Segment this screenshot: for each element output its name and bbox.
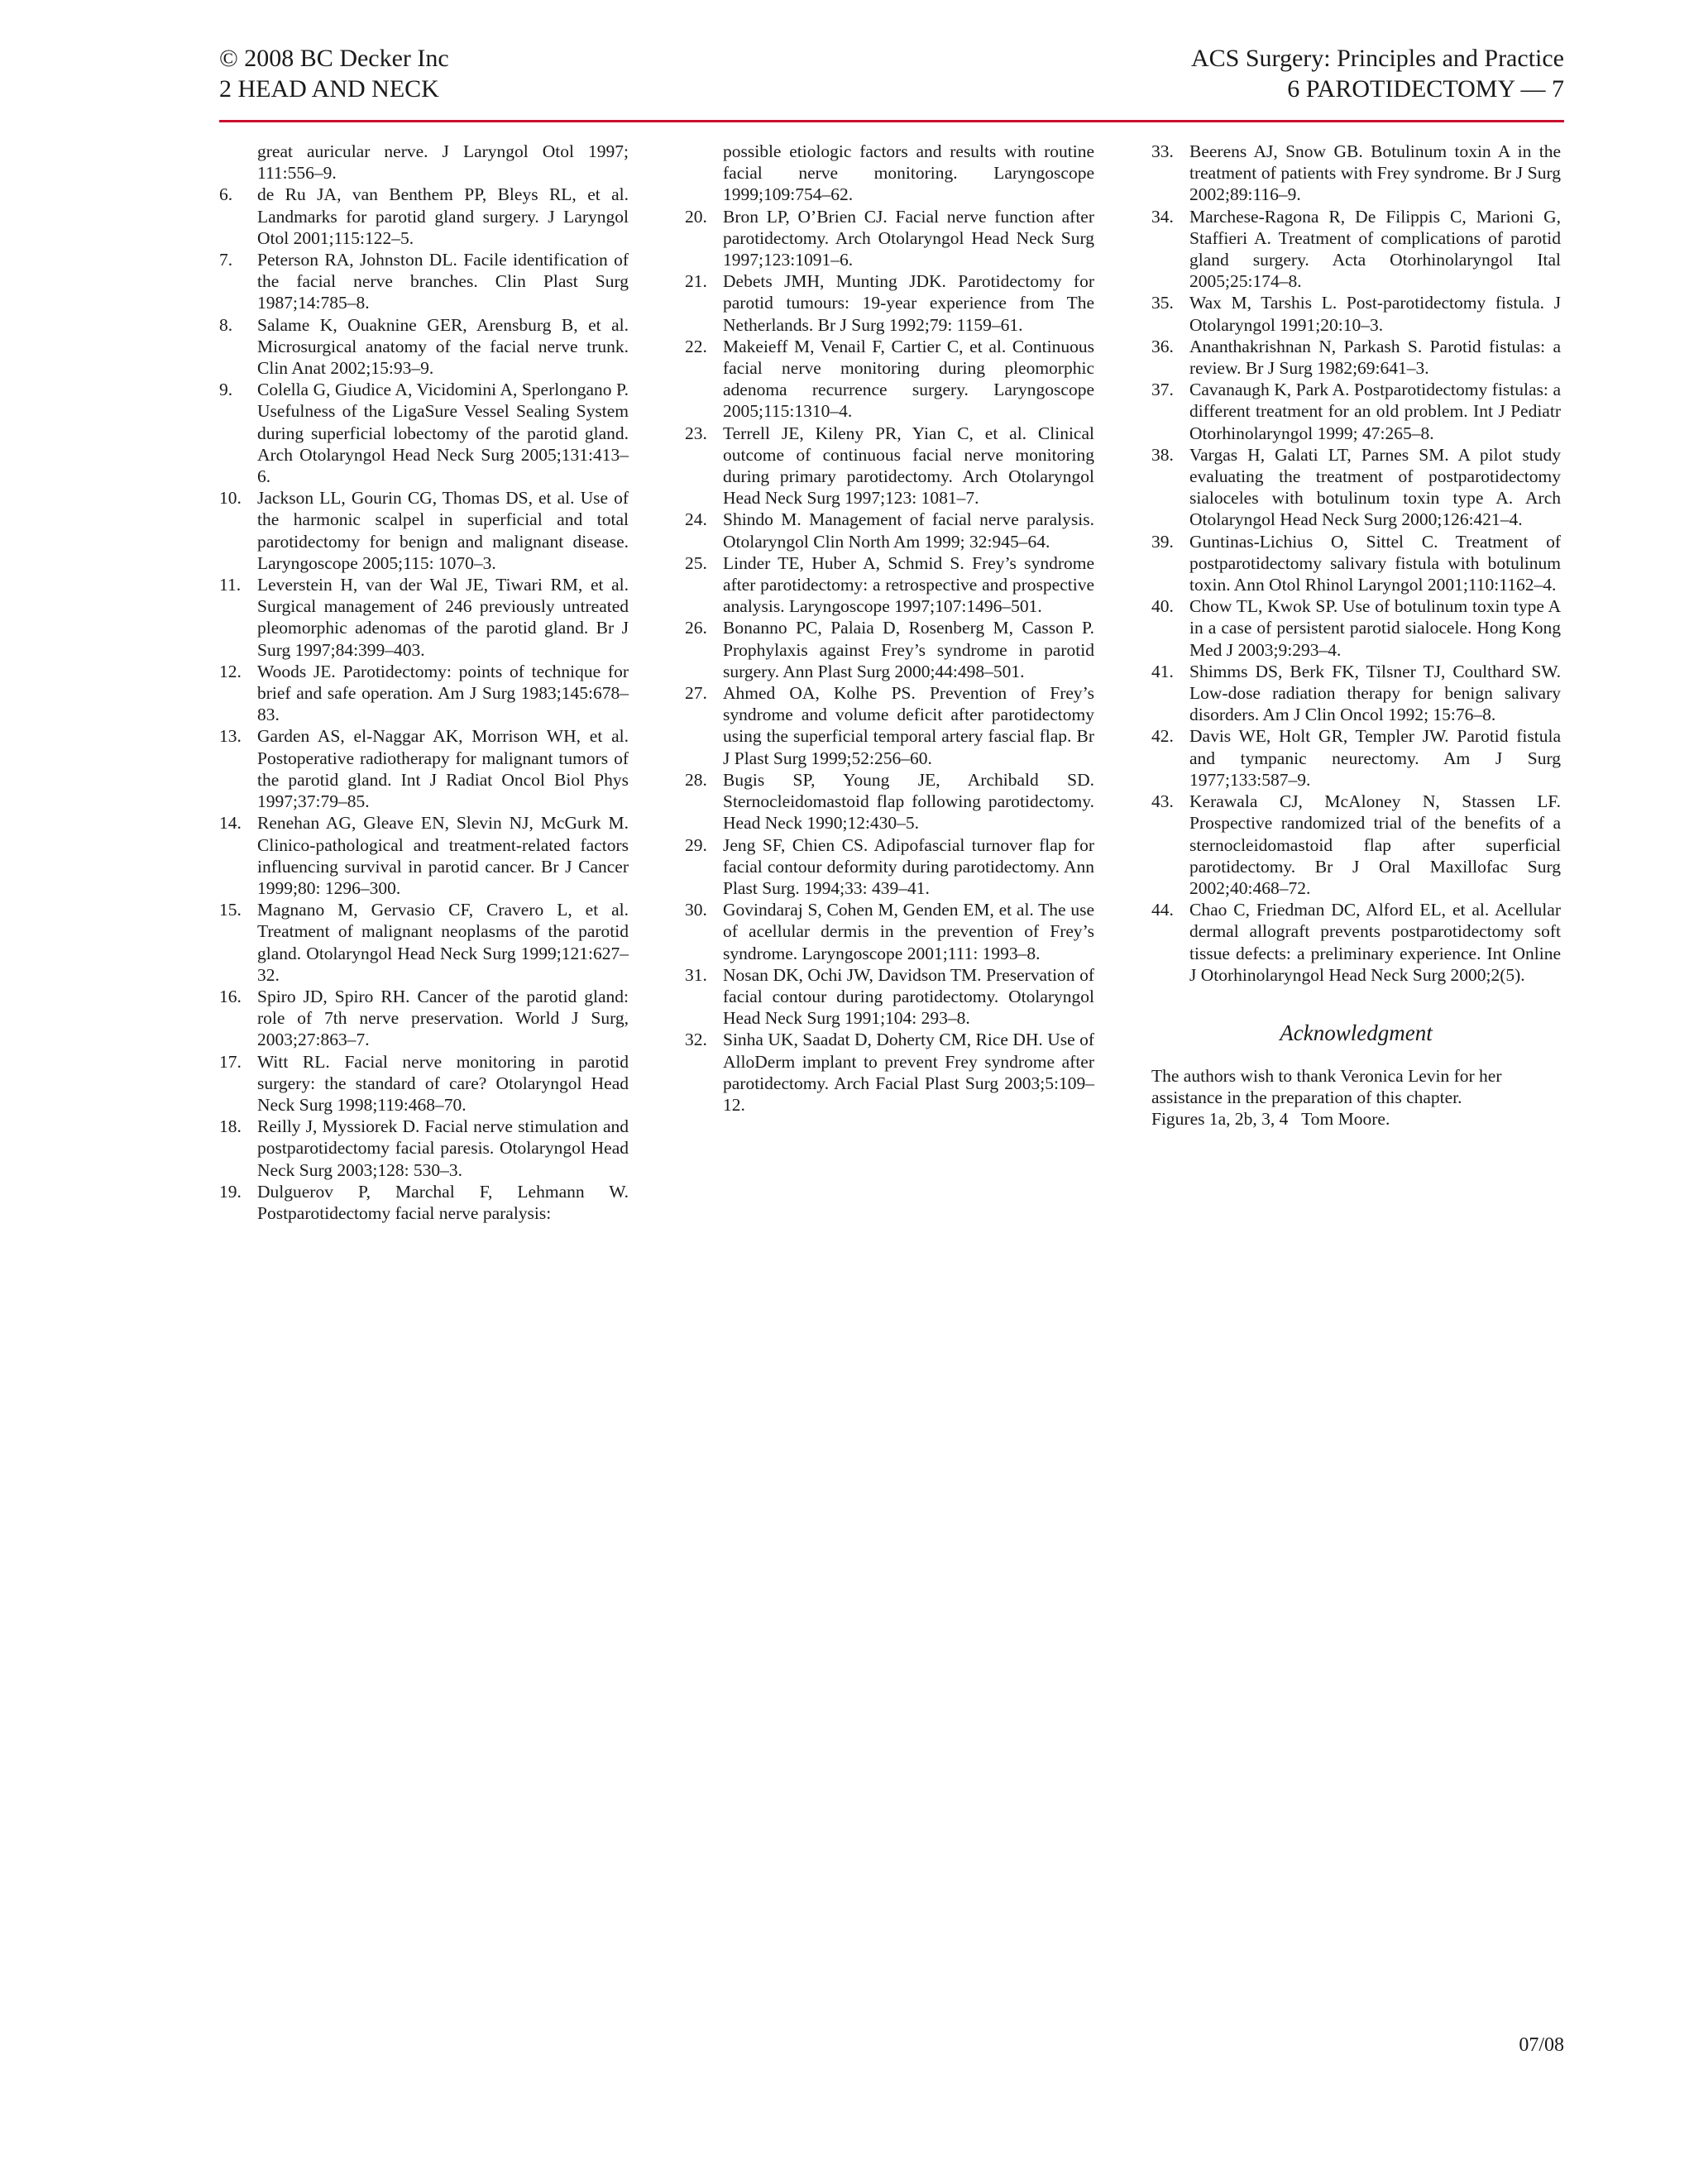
reference-number: 17. xyxy=(219,1051,242,1072)
reference-item xyxy=(685,509,1094,552)
acknowledgment-text xyxy=(1151,1065,1561,1130)
reference-number: 42. xyxy=(1151,726,1174,747)
reference-number: 33. xyxy=(1151,141,1174,161)
reference-number: 24. xyxy=(685,509,707,530)
reference-item xyxy=(219,725,629,812)
reference-number: 12. xyxy=(219,661,242,681)
reference-text: Magnano M, Gervasio CF, Cravero L, et al. Treatment of malignant neoplasms of the parotid gland. Otolaryngol Head Neck Surg 1999;121:627–32. xyxy=(257,900,629,985)
reference-number: 23. xyxy=(685,423,707,443)
reference-item xyxy=(1151,661,1561,726)
reference-number: 28. xyxy=(685,769,707,790)
reference-text: Cavanaugh K, Park A. Postparotidectomy fistulas: a different treatment for an old problem. Int J Pediatr Otorhinolaryngol 1999; 47:265–8. xyxy=(1189,380,1561,443)
reference-text: Chao C, Friedman DC, Alford EL, et al. Acellular dermal allograft prevents postparotidectomy soft tissue defects: a preliminary experience. Int Online J Otorhinolaryngol Head Neck Surg 2000;2(5). xyxy=(1189,900,1561,985)
reference-item xyxy=(219,141,629,184)
reference-text: Jackson LL, Gourin CG, Thomas DS, et al. Use of the harmonic scalpel in superficial and total parotidectomy for benign and malignant disease. Laryngoscope 2005;115: 1070–3. xyxy=(257,488,629,573)
reference-text: Salame K, Ouaknine GER, Arensburg B, et al. Microsurgical anatomy of the facial nerve trunk. Clin Anat 2002;15:93–9. xyxy=(257,314,629,379)
reference-item xyxy=(1151,531,1561,596)
reference-item xyxy=(685,834,1094,900)
footer-date: 07/08 xyxy=(1519,2034,1564,2056)
reference-number: 34. xyxy=(1151,206,1174,227)
reference-number: 14. xyxy=(219,813,242,834)
reference-number: 38. xyxy=(1151,444,1174,465)
reference-number: 22. xyxy=(685,336,707,356)
reference-text: Bron LP, O’Brien CJ. Facial nerve function after parotidectomy. Arch Otolaryngol Head Neck Surg 1997;123:1091–6. xyxy=(723,206,1094,270)
reference-number: 29. xyxy=(685,834,707,855)
reference-item xyxy=(219,899,629,986)
reference-number: 32. xyxy=(685,1030,707,1050)
reference-item xyxy=(1151,595,1561,661)
reference-item xyxy=(685,270,1094,336)
reference-text: Wax M, Tarshis L. Post-parotidectomy fistula. J Otolaryngol 1991;20:10–3. xyxy=(1189,293,1561,335)
reference-text: Woods JE. Parotidectomy: points of technique for brief and safe operation. Am J Surg 1983;145:678–83. xyxy=(257,661,629,725)
reference-item xyxy=(1151,444,1561,531)
reference-item xyxy=(1151,725,1561,791)
reference-text: Nosan DK, Ochi JW, Davidson TM. Preservation of facial contour during parotidectomy. Otolaryngol Head Neck Surg 1991;104: 293–8. xyxy=(723,964,1094,1029)
reference-text: Vargas H, Galati LT, Parnes SM. A pilot study evaluating the treatment of postparotidectomy sialoceles with botulinum toxin type A. Arch Otolaryngol Head Neck Surg 2000;126:421–4. xyxy=(1189,444,1561,530)
reference-text: Jeng SF, Chien CS. Adipofascial turnover flap for facial contour deformity during parotidectomy. Ann Plast Surg. 1994;33: 439–41. xyxy=(723,834,1094,898)
reference-item xyxy=(685,552,1094,618)
chapter-page: 6 PAROTIDECTOMY — 7 xyxy=(1287,75,1564,103)
reference-number: 37. xyxy=(1151,380,1174,400)
acknowledgment-heading: Acknowledgment xyxy=(1280,1020,1433,1045)
header-right xyxy=(1191,43,1564,104)
reference-text: Ahmed OA, Kolhe PS. Prevention of Frey’s syndrome and volume deficit after parotidectomy using the superficial temporal artery fascial flap. Br J Plast Surg 1999;52:256–60. xyxy=(723,683,1094,768)
reference-text: possible etiologic factors and results with routine facial nerve monitoring. Laryngoscope 1999;109:754–62. xyxy=(723,141,1094,205)
header-rule xyxy=(219,120,1564,122)
reference-text: Colella G, Giudice A, Vicidomini A, Sperlongano P. Usefulness of the LigaSure Vessel Sealing System during superficial lobectomy of the parotid gland. Arch Otolaryngol Head Neck Surg 2005;131:413–6. xyxy=(257,380,629,487)
reference-item xyxy=(1151,791,1561,899)
reference-text: Linder TE, Huber A, Schmid S. Frey’s syndrome after parotidectomy: a retrospective and prospective analysis. Laryngoscope 1997;107:1496–501. xyxy=(723,552,1094,617)
reference-number: 40. xyxy=(1151,596,1174,617)
reference-text: great auricular nerve. J Laryngol Otol 1997; 111:556–9. xyxy=(257,141,629,184)
reference-text: Guntinas-Lichius O, Sittel C. Treatment of postparotidectomy salivary fistula with botulinum toxin. Ann Otol Rhinol Laryngol 2001;110:1162–4. xyxy=(1189,531,1561,595)
reference-number: 44. xyxy=(1151,900,1174,920)
reference-number: 20. xyxy=(685,206,707,227)
reference-text: Bonanno PC, Palaia D, Rosenberg M, Casson P. Prophylaxis against Frey’s syndrome in parotid surgery. Ann Plast Surg 2000;44:498–501. xyxy=(723,618,1094,681)
reference-number: 35. xyxy=(1151,293,1174,313)
reference-item xyxy=(685,336,1094,423)
reference-item xyxy=(1151,141,1561,206)
references-list xyxy=(1151,141,1561,986)
reference-text: Davis WE, Holt GR, Templer JW. Parotid fistula and tympanic neurectomy. Am J Surg 1977;133:587–9. xyxy=(1189,726,1561,790)
reference-number: 7. xyxy=(219,250,233,270)
reference-text: Witt RL. Facial nerve monitoring in parotid surgery: the standard of care? Otolaryngol Head Neck Surg 1998;119:468–70. xyxy=(257,1051,629,1115)
reference-text: Shindo M. Management of facial nerve paralysis. Otolaryngol Clin North Am 1999; 32:945–64. xyxy=(723,509,1094,552)
reference-text: Makeieff M, Venail F, Cartier C, et al. Continuous facial nerve monitoring during pleomorphic adenoma recurrence surgery. Laryngoscope 2005;115:1310–4. xyxy=(723,336,1094,422)
reference-number: 19. xyxy=(219,1181,242,1202)
reference-item xyxy=(685,1029,1094,1116)
reference-item xyxy=(219,986,629,1051)
reference-text: Kerawala CJ, McAloney N, Stassen LF. Prospective randomized trial of the benefits of a sternocleidomastoid flap after superficial parotidectomy. Br J Oral Maxillofac Surg 2002;40:468–72. xyxy=(1189,791,1561,898)
reference-text: Terrell JE, Kileny PR, Yian C, et al. Clinical outcome of continuous facial nerve monitoring during primary parotidectomy. Arch Otolaryngol Head Neck Surg 1997;123: 1081–7. xyxy=(723,423,1094,509)
reference-number: 26. xyxy=(685,618,707,638)
reference-item xyxy=(685,964,1094,1030)
reference-item xyxy=(685,206,1094,271)
reference-number: 39. xyxy=(1151,531,1174,552)
reference-item xyxy=(685,141,1094,206)
reference-item xyxy=(1151,336,1561,379)
reference-number: 18. xyxy=(219,1116,242,1137)
reference-item xyxy=(219,574,629,661)
reference-text: Spiro JD, Spiro RH. Cancer of the parotid gland: role of 7th nerve preservation. World J Surg, 2003;27:863–7. xyxy=(257,986,629,1050)
reference-item xyxy=(219,661,629,726)
reference-text: Sinha UK, Saadat D, Doherty CM, Rice DH. Use of AlloDerm implant to prevent Frey syndrome after parotidectomy. Arch Facial Plast Surg 2003;5:109–12. xyxy=(723,1030,1094,1115)
reference-number: 8. xyxy=(219,314,233,335)
reference-text: Bugis SP, Young JE, Archibald SD. Sternocleidomastoid flap following parotidectomy. Head Neck 1990;12:430–5. xyxy=(723,769,1094,834)
reference-text: Marchese-Ragona R, De Filippis C, Marioni G, Staffieri A. Treatment of complications of parotid gland surgery. Acta Otorhinolaryngol Ital 2005;25:174–8. xyxy=(1189,206,1561,292)
reference-item xyxy=(685,617,1094,682)
reference-text: Debets JMH, Munting JDK. Parotidectomy for parotid tumours: 19-year experience from The Netherlands. Br J Surg 1992;79: 1159–61. xyxy=(723,271,1094,335)
reference-item xyxy=(1151,292,1561,335)
reference-item xyxy=(219,487,629,574)
references-column-3 xyxy=(1151,141,1561,1130)
reference-number: 13. xyxy=(219,726,242,747)
reference-item xyxy=(219,314,629,380)
reference-item xyxy=(219,379,629,487)
reference-number: 9. xyxy=(219,380,233,400)
reference-item xyxy=(219,812,629,899)
reference-number: 27. xyxy=(685,683,707,704)
acknowledgment-figures: Figures 1a, 2b, 3, 4 Tom Moore. xyxy=(1151,1109,1390,1130)
section-title: 2 HEAD AND NECK xyxy=(219,75,439,103)
reference-number: 25. xyxy=(685,552,707,573)
reference-number: 11. xyxy=(219,575,242,595)
reference-item xyxy=(1151,379,1561,444)
reference-number: 30. xyxy=(685,900,707,920)
reference-text: Dulguerov P, Marchal F, Lehmann W. Postparotidectomy facial nerve paralysis: xyxy=(257,1181,629,1223)
reference-item xyxy=(685,682,1094,769)
reference-item xyxy=(685,423,1094,509)
header-left xyxy=(219,43,449,104)
page-header xyxy=(219,43,1564,117)
references-column-1 xyxy=(219,141,629,1224)
reference-item xyxy=(219,1051,629,1116)
reference-number: 6. xyxy=(219,184,233,205)
reference-number: 31. xyxy=(685,964,707,985)
reference-text: Beerens AJ, Snow GB. Botulinum toxin A in the treatment of patients with Frey syndrome. Br J Surg 2002;89:116–9. xyxy=(1189,141,1561,205)
reference-item xyxy=(685,899,1094,964)
reference-number: 21. xyxy=(685,271,707,292)
reference-text: Garden AS, el-Naggar AK, Morrison WH, et al. Postoperative radiotherapy for malignant tumors of the parotid gland. Int J Radiat Oncol Biol Phys 1997;37:79–85. xyxy=(257,726,629,812)
reference-item xyxy=(685,769,1094,834)
references-column-2 xyxy=(685,141,1094,1116)
reference-text: Leverstein H, van der Wal JE, Tiwari RM, et al. Surgical management of 246 previously untreated pleomorphic adenomas of the parotid gland. Br J Surg 1997;84:399–403. xyxy=(257,575,629,660)
reference-number: 10. xyxy=(219,488,242,509)
reference-item xyxy=(219,249,629,314)
reference-item xyxy=(1151,206,1561,293)
reference-number: 41. xyxy=(1151,661,1174,681)
reference-text: Renehan AG, Gleave EN, Slevin NJ, McGurk M. Clinico-pathological and treatment-related factors influencing survival in parotid cancer. Br J Cancer 1999;80: 1296–300. xyxy=(257,813,629,898)
reference-item xyxy=(219,1181,629,1224)
reference-text: Govindaraj S, Cohen M, Genden EM, et al. The use of acellular dermis in the prevention of Frey’s syndrome. Laryngoscope 2001;111: 1993–8. xyxy=(723,900,1094,963)
reference-text: Ananthakrishnan N, Parkash S. Parotid fistulas: a review. Br J Surg 1982;69:641–3. xyxy=(1189,336,1561,379)
reference-text: Chow TL, Kwok SP. Use of botulinum toxin type A in a case of persistent parotid sialocele. Hong Kong Med J 2003;9:293–4. xyxy=(1189,596,1561,660)
reference-text: Shimms DS, Berk FK, Tilsner TJ, Coulthard SW. Low-dose radiation therapy for benign salivary disorders. Am J Clin Oncol 1992; 15:76–8. xyxy=(1189,661,1561,725)
reference-text: de Ru JA, van Benthem PP, Bleys RL, et al. Landmarks for parotid gland surgery. J Laryngol Otol 2001;115:122–5. xyxy=(257,184,629,248)
acknowledgment-thanks: The authors wish to thank Veronica Levin for her assistance in the preparation of this chapter. xyxy=(1151,1065,1502,1108)
reference-item xyxy=(219,184,629,249)
copyright-line: © 2008 BC Decker Inc xyxy=(219,45,449,72)
book-title: ACS Surgery: Principles and Practice xyxy=(1190,45,1564,72)
reference-number: 16. xyxy=(219,986,242,1006)
reference-text: Reilly J, Myssiorek D. Facial nerve stimulation and postparotidectomy facial paresis. Otolaryngol Head Neck Surg 2003;128: 530–3. xyxy=(257,1116,629,1180)
reference-number: 36. xyxy=(1151,336,1174,356)
reference-number: 43. xyxy=(1151,791,1174,812)
reference-number: 15. xyxy=(219,900,242,920)
reference-text: Peterson RA, Johnston DL. Facile identification of the facial nerve branches. Clin Plast Surg 1987;14:785–8. xyxy=(257,250,629,313)
reference-item xyxy=(219,1116,629,1181)
reference-item xyxy=(1151,899,1561,986)
